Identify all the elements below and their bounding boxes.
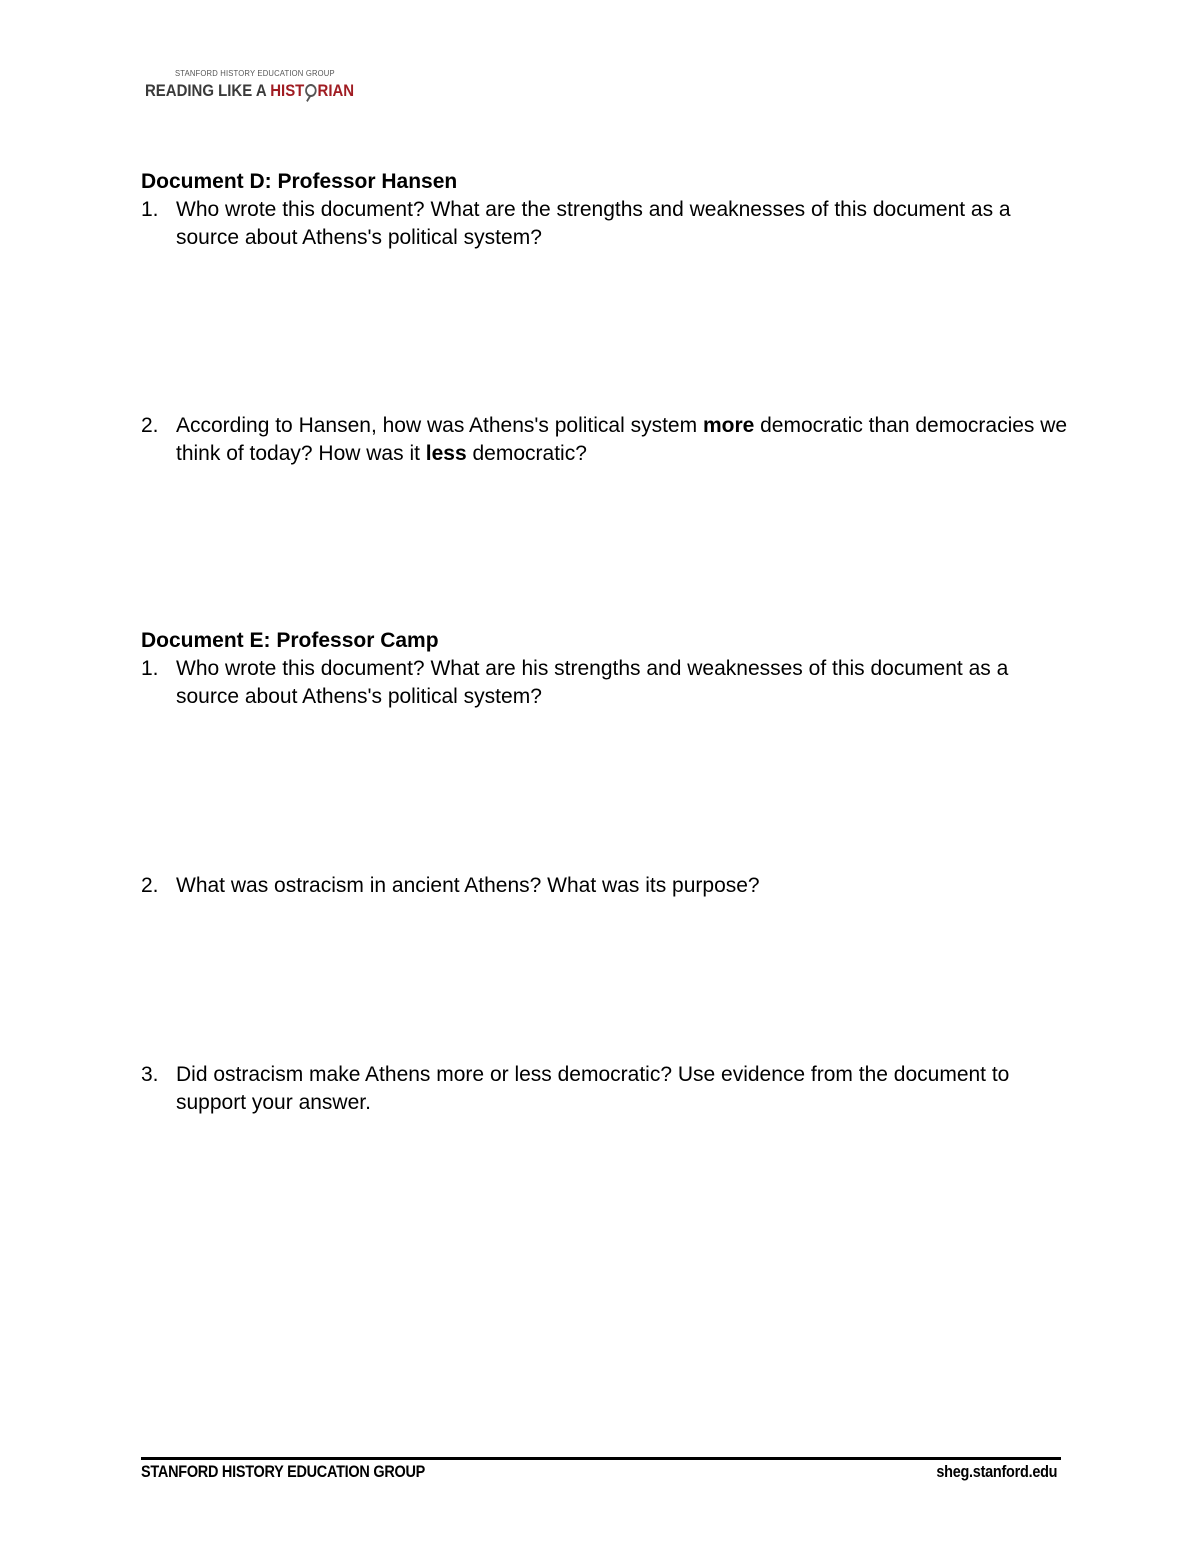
logo xyxy=(145,68,405,101)
question-number: 2. xyxy=(141,414,159,437)
question-e-3 xyxy=(141,1061,1071,1116)
magnifier-icon xyxy=(305,84,316,97)
question-text: Who wrote this document? What are the strengths and weaknesses of this document as a source about Athens's political system? xyxy=(176,198,1011,249)
question-e-1 xyxy=(141,655,1071,710)
logo-title-part3: RIAN xyxy=(317,81,355,100)
logo-subtitle: STANFORD HISTORY EDUCATION GROUP xyxy=(175,68,335,78)
footer-divider xyxy=(141,1457,1061,1460)
section-title: Document D: Professor Hansen xyxy=(141,170,458,193)
question-text xyxy=(176,412,1071,467)
question-number: 2. xyxy=(141,874,159,897)
footer-organization: STANFORD HISTORY EDUCATION GROUP xyxy=(141,1462,426,1481)
question-number: 1. xyxy=(141,657,159,680)
logo-title xyxy=(145,81,374,101)
footer-website: sheg.stanford.edu xyxy=(936,1462,1057,1481)
emphasis-more: more xyxy=(702,414,755,437)
question-e-2 xyxy=(141,872,1071,900)
question-text: What was ostracism in ancient Athens? What was its purpose? xyxy=(176,874,760,897)
question-text-part: According to Hansen, how was Athens's political system xyxy=(176,414,703,437)
question-text: Did ostracism make Athens more or less democratic? Use evidence from the document to support your answer. xyxy=(176,1063,1010,1114)
question-d-2 xyxy=(141,412,1071,467)
question-text-part: democratic? xyxy=(466,441,587,465)
section-document-e xyxy=(141,628,1071,654)
question-text-part: democratic than democracies we think of today? How was it xyxy=(176,414,1068,465)
logo-title-part1: READING LIKE A xyxy=(145,81,271,100)
question-d-1 xyxy=(141,196,1071,251)
question-text: Who wrote this document? What are his strengths and weaknesses of this document as a source about Athens's political system? xyxy=(176,657,1009,708)
question-number: 1. xyxy=(141,198,159,221)
logo-title-part2: HIST xyxy=(270,81,305,100)
emphasis-less: less xyxy=(425,441,467,465)
section-document-d xyxy=(141,169,1071,195)
question-number: 3. xyxy=(141,1063,159,1086)
section-title: Document E: Professor Camp xyxy=(141,629,439,652)
